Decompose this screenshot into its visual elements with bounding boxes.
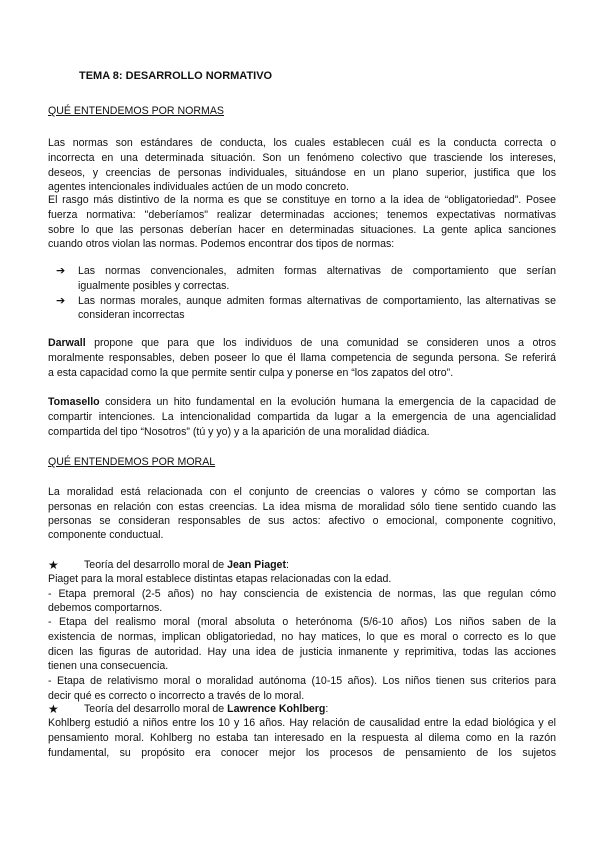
- text-line: Las normas convencionales, admiten formas alternativas de comportamiento que serían: [78, 265, 556, 277]
- star-icon: ★: [48, 558, 59, 572]
- text-line: debemos comportarnos.: [48, 602, 163, 614]
- text-line: decir qué es correcto o incorrecto a través de lo moral.: [48, 690, 305, 702]
- subsection-title: [84, 559, 556, 572]
- author-name: Jean Piaget: [227, 559, 286, 571]
- text-line: componente conductual.: [48, 529, 164, 541]
- text-line: dicen las figuras de autoridad. Hay una idea de justicia inmanente y reprimitiva, todas las acciones: [48, 646, 556, 658]
- text-line: moralmente responsables, deben poseer lo que él llama competencia de segunda persona. Se referirá: [48, 352, 556, 364]
- section-heading-moral: QUÉ ENTENDEMOS POR MORAL: [48, 456, 216, 468]
- text-line: - Etapa del realismo moral (moral absoluta o heterónoma (5/6-10 años) Los niños saben de la: [48, 616, 556, 628]
- text-line: compartir intenciones. La intencionalidad compartida da lugar a la emergencia de una agencialidad: [48, 411, 556, 423]
- text-span: :: [325, 703, 329, 715]
- text-line: El rasgo más distintivo de la norma es que se constituye en torno a la idea de “obligatoriedad”. Posee: [48, 194, 556, 206]
- text-line: deseos, y creencias de personas individuales, situándose en un plano superior, justifica que los: [48, 167, 556, 179]
- text-line: personas en relación con estas creencias. La idea misma de moralidad sólo tiene sentido cuando las: [48, 501, 556, 513]
- text-line: Las normas son estándares de conducta, los cuales establecen cuál es la conducta correcta o: [48, 137, 556, 149]
- text-line: Las normas morales, aunque admiten formas alternativas de comportamiento, las alternativas se: [78, 295, 556, 307]
- text-line: compartida del tipo “Nosotros” (tú y yo) y a la aparición de una moralidad diádica.: [48, 426, 430, 438]
- text-span: Teoría del desarrollo moral de: [84, 703, 228, 715]
- text-line: La moralidad está relacionada con el conjunto de creencias o valores y cómo se comportan las: [48, 486, 556, 498]
- text-line: - Etapa premoral (2-5 años) no hay consciencia de existencia de normas, las que regulan cómo: [48, 588, 556, 600]
- text-line: tienen una consecuencia.: [48, 660, 169, 672]
- arrow-right-icon: ➔: [56, 265, 66, 277]
- arrow-right-icon: ➔: [56, 295, 66, 307]
- text-line: igualmente posibles y correctas.: [78, 280, 230, 292]
- text-line: fundamental, su propósito era conocer mejor los procesos de pensamiento de los sujetos: [48, 747, 556, 759]
- text-line: - Etapa de relativismo moral o moralidad autónoma (10-15 años). Los niños tienen sus criterios para: [48, 675, 556, 687]
- text-line: agentes intencionales individuales actúen de un modo concreto.: [48, 181, 349, 193]
- star-icon: ★: [48, 702, 59, 716]
- text-line: [48, 337, 556, 350]
- text-line: existencia de normas, implican obligatoriedad, no hay matices, lo que es moral o correcto es lo que: [48, 631, 556, 643]
- text-span: :: [285, 559, 289, 571]
- text-line: incorrecta en una determinada situación. Son un fenómeno colectivo que trasciende los intereses,: [48, 152, 556, 164]
- subsection-title: [84, 703, 556, 716]
- text-span: considera un hito fundamental en la evolución humana la emergencia de la capacidad de: [99, 396, 556, 408]
- text-line: personas se consideran responsables de sus actos: afectivo o emocional, componente cognitivo,: [48, 515, 556, 527]
- text-line: consideran incorrectas: [78, 309, 185, 321]
- author-name: Tomasello: [48, 396, 100, 408]
- text-line: [48, 396, 556, 409]
- text-line: fuerza normativa: "deberíamos" realizar determinadas acciones; tenemos expectativas normativas: [48, 209, 556, 221]
- text-line: a esta capacidad como la que permite sentir culpa y ponerse en “los zapatos del otro”.: [48, 367, 454, 379]
- text-line: cuando otros violan las normas. Podemos encontrar dos tipos de normas:: [48, 238, 395, 250]
- text-line: pensamiento moral. Kohlberg no estaba tan interesado en la respuesta al dilema como en la razón: [48, 732, 556, 744]
- text-line: sobre lo que las personas deberían hacer en determinadas situaciones. La gente aplica sanciones: [48, 224, 556, 236]
- page-title: TEMA 8: DESARROLLO NORMATIVO: [79, 70, 273, 82]
- section-heading-normas: QUÉ ENTENDEMOS POR NORMAS: [48, 105, 224, 117]
- text-line: Kohlberg estudió a niños entre los 10 y 16 años. Hay relación de causalidad entre la edad biológica y el: [48, 717, 556, 729]
- text-line: Piaget para la moral establece distintas etapas relacionadas con la edad.: [48, 573, 392, 585]
- text-span: Teoría del desarrollo moral de: [84, 559, 228, 571]
- text-span: propone que para que los individuos de una comunidad se consideren unos a otros: [85, 337, 556, 349]
- author-name: Lawrence Kohlberg: [227, 703, 326, 715]
- author-name: Darwall: [48, 337, 86, 349]
